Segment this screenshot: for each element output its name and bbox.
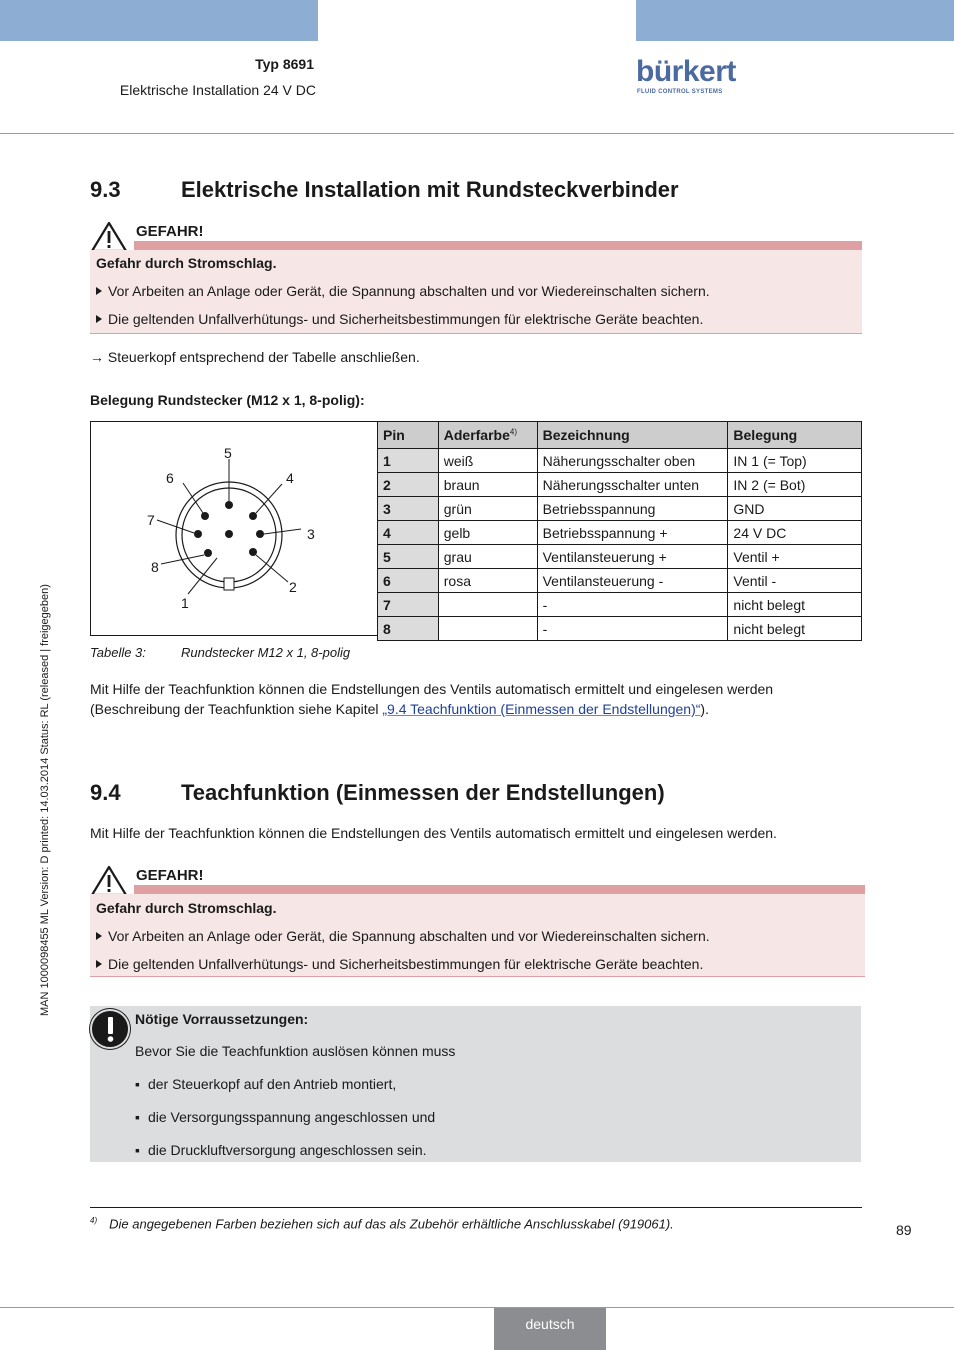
connector-pin-label: 6 [166,470,174,486]
chapter-link-94[interactable]: „9.4 Teachfunktion (Einmessen der Endstellungen)“ [382,701,701,717]
danger-heading: Gefahr durch Stromschlag. [96,900,277,916]
table-header-assign: Belegung [728,422,862,449]
header-divider [0,133,954,134]
exclamation-icon [90,1009,130,1049]
connector-pin-label: 3 [307,526,315,542]
danger-notice-94 [90,865,865,977]
danger-body [90,894,865,977]
teach-paragraph-line1: Mit Hilfe der Teachfunktion können die Endstellungen des Ventils automatisch ermittelt und eingelesen werden [90,681,774,697]
pin-assignment-table [377,421,862,641]
footnote: $^{4)}$ Die angegebenen Farben beziehen sich auf das als Zubehör erhältliche Anschlusskabel (919061). [90,1216,674,1232]
doc-subtitle: Elektrische Installation 24 V DC [119,82,316,98]
table-row: 5 grau Ventilansteuerung + Ventil + [378,545,862,569]
section-94-number: 9.4 [90,780,121,805]
note-intro: Bevor Sie die Teachfunktion auslösen können muss [135,1043,456,1059]
table-row: 2 braun Näherungsschalter unten IN 2 (= Bot) [378,473,862,497]
table-header-pin: Pin [378,422,439,449]
arrow-right-icon: → [90,349,108,365]
connector-pin-label: 2 [289,579,297,595]
table-row: 3 grün Betriebsspannung GND [378,497,862,521]
danger-label: GEFAHR! [136,867,204,884]
header-accent-bar-left [0,0,318,41]
section-94-intro: Mit Hilfe der Teachfunktion können die Endstellungen des Ventils automatisch ermittelt und eingelesen werden. [90,825,777,841]
danger-label: GEFAHR! [136,223,204,240]
table-heading: Belegung Rundstecker (M12 x 1, 8-polig): [90,392,365,408]
table-row: 7 - nicht belegt [378,593,862,617]
prerequisites-note [90,1006,861,1162]
connector-pins [194,501,264,557]
section-93-number: 9.3 [90,177,121,202]
connector-pin-label: 1 [181,595,189,611]
table-caption: Tabelle 3: Rundstecker M12 x 1, 8-polig [90,645,351,660]
brand-logo: bürkert [636,55,736,88]
page-number: 89 [896,1222,912,1238]
table-header-name: Bezeichnung [537,422,728,449]
table-header-color: Aderfarbe$^{4)}$ [438,422,537,449]
warning-triangle-icon [90,221,128,253]
m12-connector-diagram [91,422,378,637]
teach-paragraph-line2: (Beschreibung der Teachfunktion siehe Kapitel „9.4 Teachfunktion (Einmessen der Endstellungen)“). [90,701,709,717]
connector-pin-label: 7 [147,512,155,528]
section-94-title: Teachfunktion (Einmessen der Endstellungen) [181,780,665,805]
warning-triangle-icon [90,865,128,897]
connector-pin-label: 4 [286,470,294,486]
footnote-divider [90,1207,862,1208]
note-list-item: ▪ der Steuerkopf auf den Antrieb montiert, [135,1076,397,1092]
connector-pin-label: 8 [151,559,159,575]
language-tab[interactable]: deutsch [494,1308,606,1350]
brand-tagline: FLUID CONTROL SYSTEMS [637,89,723,95]
note-title: Nötige Vorraussetzungen: [135,1011,309,1027]
table-row: 8 - nicht belegt [378,617,862,641]
danger-item: Die geltenden Unfallverhütungs- und Sicherheitsbestimmungen für elektrische Geräte beachten. [96,311,703,327]
document-side-note: MAN 1000098455 ML Version: D printed: 14.03.2014 Status: RL (released | freigegeben) [39,584,51,1016]
footer-divider [0,1307,954,1308]
doc-type: Typ 8691 [255,56,314,72]
header-accent-bar-right [636,0,954,41]
danger-body [90,250,862,334]
danger-item: Vor Arbeiten an Anlage oder Gerät, die Spannung abschalten und vor Wiedereinschalten sichern. [96,928,710,944]
danger-heading: Gefahr durch Stromschlag. [96,255,277,271]
connector-pin-label: 5 [224,445,232,461]
danger-stripe [134,241,862,250]
danger-item: Die geltenden Unfallverhütungs- und Sicherheitsbestimmungen für elektrische Geräte beachten. [96,956,703,972]
table-row: 4 gelb Betriebsspannung + 24 V DC [378,521,862,545]
note-list-item: ▪ die Druckluftversorgung angeschlossen sein. [135,1142,427,1158]
section-94-heading [90,780,665,806]
danger-item: Vor Arbeiten an Anlage oder Gerät, die Spannung abschalten und vor Wiedereinschalten sichern. [96,283,710,299]
section-93-title: Elektrische Installation mit Rundsteckverbinder [181,177,679,202]
table-row: 1 weiß Näherungsschalter oben IN 1 (= Top) [378,449,862,473]
table-row: 6 rosa Ventilansteuerung - Ventil - [378,569,862,593]
danger-notice-93 [90,221,862,334]
connector-diagram-cell [90,421,377,636]
section-93-heading [90,177,679,203]
note-list-item: ▪ die Versorgungsspannung angeschlossen und [135,1109,436,1125]
danger-stripe [134,885,865,894]
instruction-line: → Steuerkopf entsprechend der Tabelle anschließen. [90,349,420,365]
